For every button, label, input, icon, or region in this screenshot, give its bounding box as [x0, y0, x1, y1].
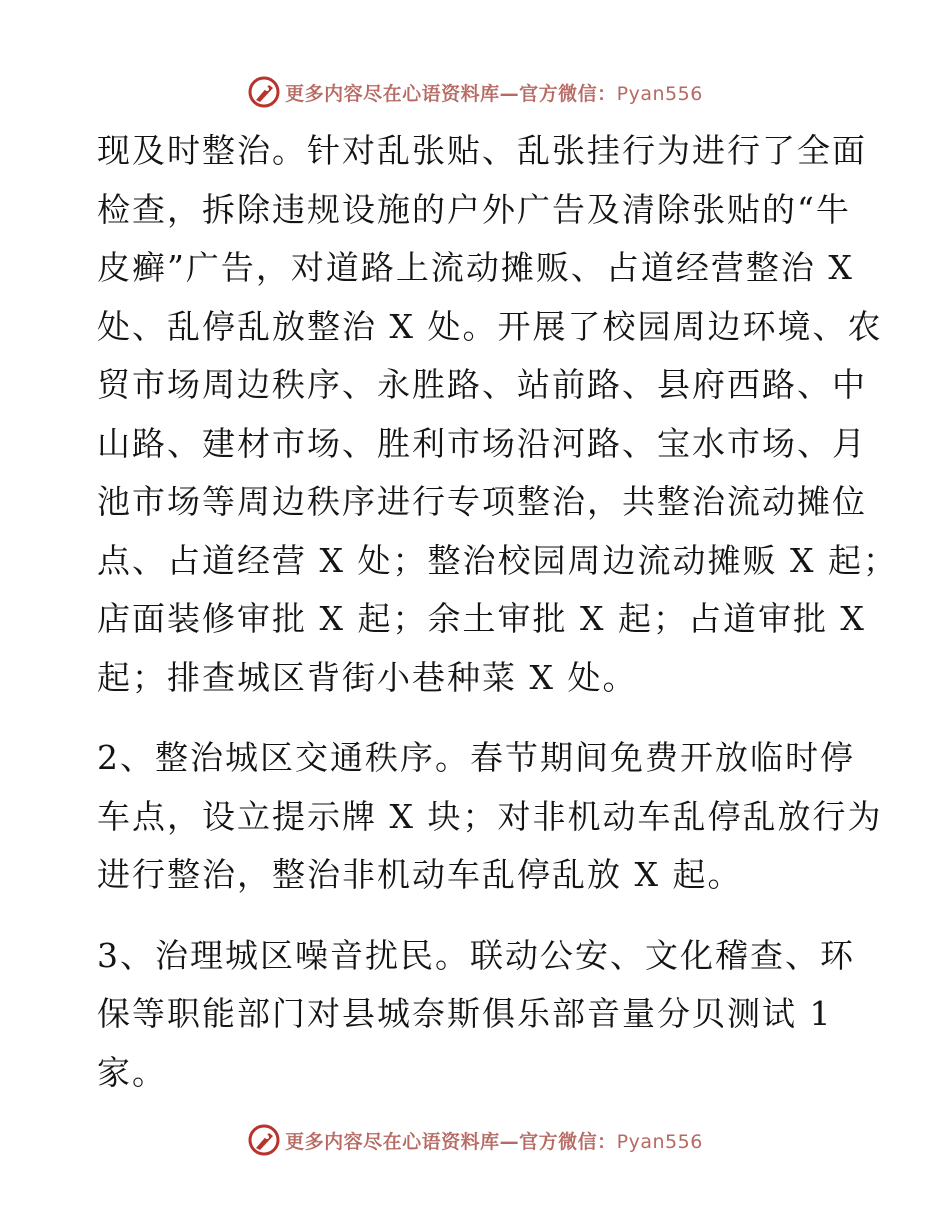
text-line: 保等职能部门对县城奈斯俱乐部音量分贝测试 1	[97, 994, 833, 1033]
text-line: 3、治理城区噪音扰民。联动公安、文化稽查、环	[97, 935, 855, 975]
text-line: 家。	[97, 1052, 167, 1092]
banner-text: 更多内容尽在心语资料库—官方微信：Pyan556	[285, 82, 703, 105]
text-line: 处、乱停乱放整治 X 处。开展了校园周边环境、农	[97, 306, 883, 346]
paragraph-3	[97, 927, 853, 1103]
text-line: 山路、建材市场、胜利市场沿河路、宝水市场、月	[97, 423, 867, 463]
footer-banner	[0, 1120, 950, 1160]
wechat-id: Pyan556	[616, 82, 703, 105]
pen-logo-icon	[247, 1123, 281, 1157]
text-line: 2、整治城区交通秩序。春节期间免费开放临时停	[97, 738, 855, 777]
text-line: 池市场等周边秩序进行专项整治，共整治流动摊位	[97, 482, 867, 521]
banner-text: 更多内容尽在心语资料库—官方微信：Pyan556	[285, 1130, 703, 1153]
header-banner	[0, 72, 950, 112]
text-line: 皮癣”广告，对道路上流动摊贩、占道经营整治 X	[97, 248, 854, 287]
text-line: 车点，设立提示牌 X 块；对非机动车乱停乱放行为	[97, 796, 883, 836]
pen-logo-icon	[247, 75, 281, 109]
text-line: 点、占道经营 X 处；整治校园周边流动摊贩 X 起；	[97, 540, 898, 580]
text-line: 检查，拆除违规设施的户外广告及清除张贴的“牛	[97, 189, 851, 229]
text-line: 店面装修审批 X 起；余土审批 X 起；占道审批 X	[97, 599, 866, 638]
wechat-id: Pyan556	[616, 1130, 703, 1153]
paragraph-1	[97, 122, 898, 707]
document-body	[97, 122, 898, 1102]
text-line: 起；排查城区背街小巷种菜 X 处。	[97, 657, 638, 697]
text-line: 现及时整治。针对乱张贴、乱张挂行为进行了全面	[97, 131, 867, 170]
text-line: 进行整治，整治非机动车乱停乱放 X 起。	[97, 855, 743, 894]
paragraph-2	[97, 729, 883, 905]
text-line: 贸市场周边秩序、永胜路、站前路、县府西路、中	[97, 365, 867, 404]
